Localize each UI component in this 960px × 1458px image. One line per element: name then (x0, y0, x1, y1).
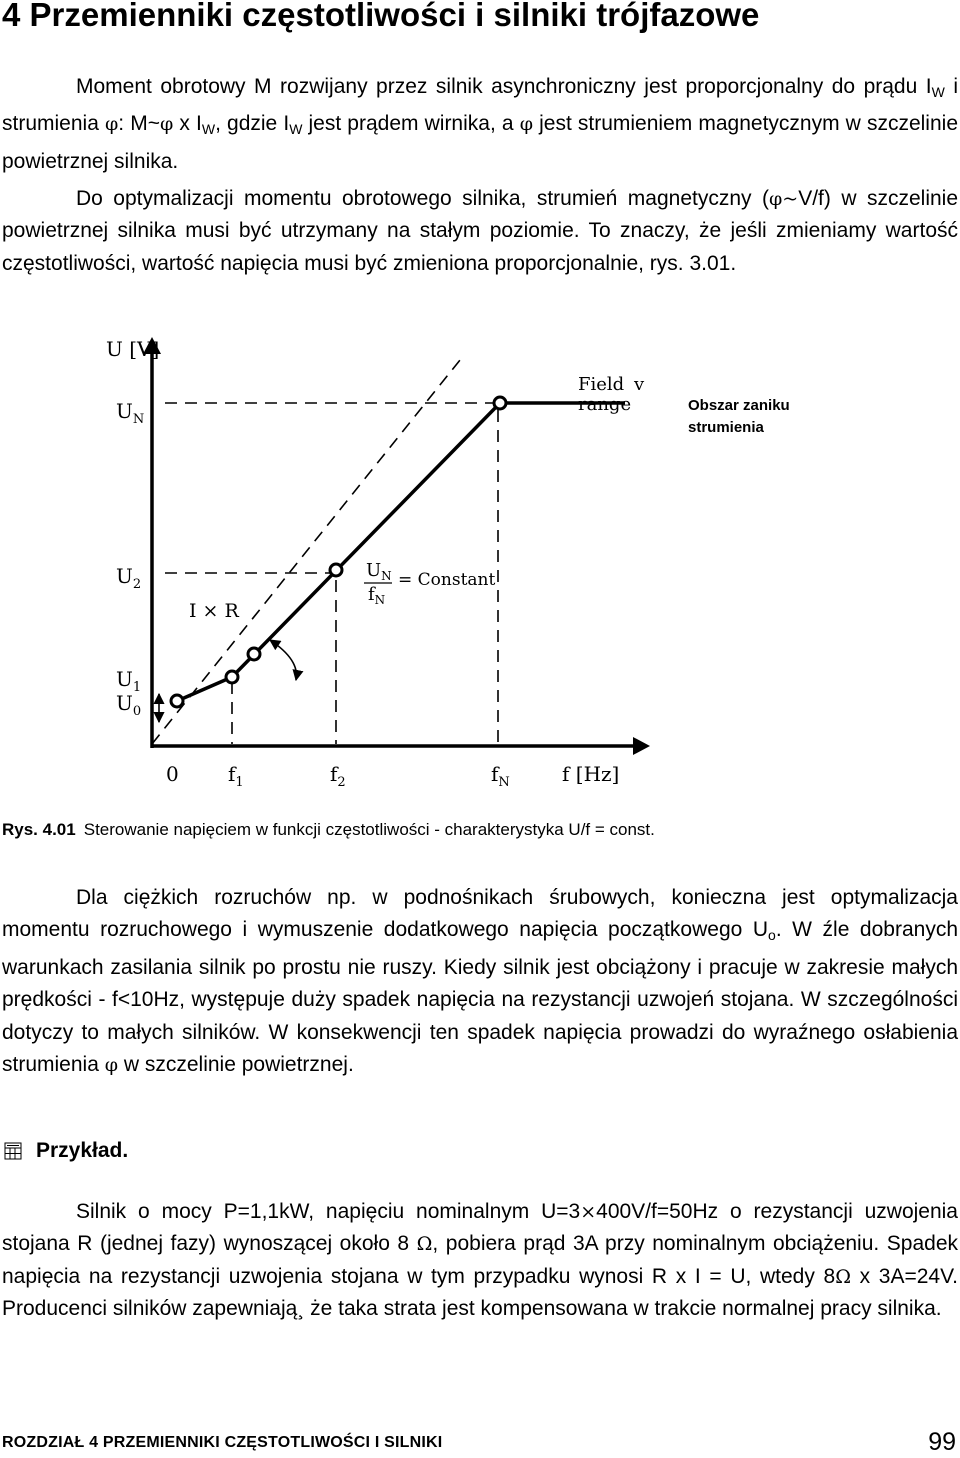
x-tick-f2: $f_2$ (330, 762, 346, 790)
y-tick-un: $U_N$ (116, 399, 145, 427)
y-tick-u0: $U_0$ (116, 691, 142, 719)
ratio-constant: = Constant (398, 570, 496, 590)
page-number: 99 (928, 1428, 956, 1456)
x-tick-f1: $f_1$ (228, 762, 244, 790)
ir-label: I × R (189, 600, 239, 622)
x-axis-arrow (633, 737, 650, 755)
field-range-cut: v (634, 374, 645, 395)
x-axis-label: f [Hz] (562, 762, 620, 786)
example-title: Przykład. (36, 1139, 129, 1162)
ratio-numerator: $U_N$ (366, 560, 392, 583)
point-fn (494, 397, 506, 409)
x-tick-0: 0 (166, 762, 179, 786)
guide-lines (152, 360, 498, 744)
region-note-line1: Obszar zaniku (688, 397, 790, 414)
footer-chapter: ROZDZIAŁ 4 PRZEMIENNIKI CZĘSTOTLIWOŚCI I SILNIKI (2, 1434, 443, 1451)
y-tick-u1: $U_1$ (116, 667, 142, 695)
constant-ratio-line (152, 360, 460, 744)
constant-ratio-formula (364, 560, 495, 607)
uf-curve (177, 403, 625, 701)
field-range-line1: Field (578, 374, 625, 395)
point-u0 (171, 695, 183, 707)
y-tick-u2: $U_2$ (116, 564, 142, 592)
chapter-title: 4 Przemienniki częstotliwości i silniki trójfazowe (2, 0, 760, 33)
region-note-line2: strumienia (688, 419, 764, 436)
point-f1 (226, 671, 238, 683)
paragraph-example: Silnik o mocy P=1,1kW, napięciu nominalnym U=3×400V/f=50Hz o rezystancji uzwojenia stojana R (jednej fazy) wynoszącej około 8 Ω, pobiera prąd 3A przy nominalnym obciążeniu. Spadek napięcia na rezystancji uzwojenia stojana w tym przypadku wynosi R x I = U, wtedy 8Ω x 3A=24V. Producenci silników zapewniają¸ że taka strata jest kompensowana w trakcie normalnej pracy silnika. (2, 1200, 959, 1321)
paragraph-heavy-start: Dla ciężkich rozruchów np. w podnośnikach śrubowych, konieczna jest optymalizacja momentu rozruchowego i wymuszenie dodatkowego napięcia początkowego $U_o$. W źle dobranych warunkach zasilania silnik po prostu nie ruszy. Kiedy silnik jest obciążony i pracuje w zakresie małych prędkości - f<10Hz, występuje duży spadek napięcia na rezystancji uzwojeń stojana. W szczególności dotyczy to małych silników. W konsekwencji ten spadek napięcia prowadzi do wyraźnego osłabienia strumienia φ w szczelinie powietrznej. (2, 886, 958, 1077)
x-tick-fn: $f_N$ (491, 762, 510, 790)
field-range-line2: range (578, 394, 632, 415)
paragraph-optimization: Do optymalizacji momentu obrotowego silnika, strumień magnetyczny (φ~V/f) w szczelinie powietrznej silnika musi być utrzymany na stałym poziomie. To znaczy, że jeśli zmieniamy wartość częstotliwości, wartość napięcia musi być zmieniona proporcjonalnie, rys. 3.01. (2, 187, 959, 275)
figure-caption: Rys. 4.01 Sterowanie napięciem w funkcji częstotliwości - charakterystyka U/f = const. (2, 820, 655, 839)
ixr-rotation-arrow (270, 640, 296, 680)
point-mid (248, 648, 260, 660)
calculator-icon (4, 1142, 22, 1160)
example-heading (4, 1136, 128, 1166)
paragraph-torque: Moment obrotowy M rozwijany przez silnik asynchroniczny jest proporcjonalny do prądu $I_W$ i strumienia φ: M~φ x $I_W$, gdzie $I_W$ jest prądem wirnika, a φ jest strumieniem magnetycznym w szczelinie powietrznej silnika. (2, 75, 959, 173)
uf-characteristic-chart (0, 328, 960, 808)
point-f2 (330, 564, 342, 576)
y-axis-label: U [V] (106, 337, 160, 361)
ratio-denominator: $f_N$ (368, 584, 386, 607)
